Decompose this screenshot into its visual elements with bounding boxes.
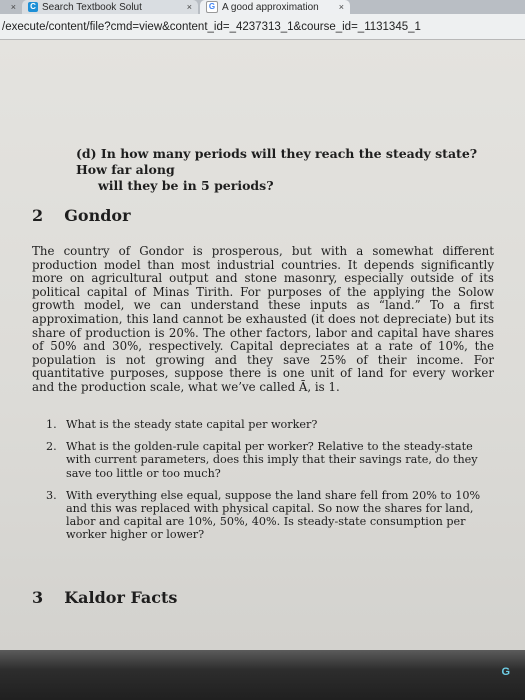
document-viewer[interactable] xyxy=(0,40,525,650)
browser-tab-bar xyxy=(0,0,525,14)
section-title: Gondor xyxy=(64,206,131,225)
google-favicon-icon: G xyxy=(206,1,218,13)
section-2-heading xyxy=(32,206,131,225)
tab-label: A good approximation xyxy=(222,1,319,13)
taskbar xyxy=(0,650,525,700)
tab-close-icon[interactable]: × xyxy=(338,2,344,12)
question-d-line1: (d) In how many periods will they reach the steady state? How far along xyxy=(76,146,478,177)
section-2-paragraph: The country of Gondor is prosperous, but with a somewhat different production model than most industrial countries. It depends significantly more on agricultural output and stone masonry, especially outside of its political capital of Minas Tirith. For purposes of the applying the Solow growth model, we can understand these inputs as “land.” To a first approximation, this land cannot be exhausted (it does not depreciate) but its share of production is 20%. The other factors, labor and capital have shares of 50% and 30%, respectively. Capital depreciates at a rate of 10%, the population is not growing and they save 25% of their income. For quantitative purposes, suppose there is one unit of land for every worker and the production scale, what we’ve called Ā, is 1. xyxy=(32,244,494,394)
question-d-line2: will they be in 5 periods? xyxy=(98,178,274,193)
question-list xyxy=(46,418,496,542)
tray-icon[interactable] xyxy=(501,666,511,678)
list-item xyxy=(46,489,496,542)
tab-close-icon[interactable]: × xyxy=(10,2,16,12)
tab-search-textbook[interactable] xyxy=(22,0,198,14)
tray-label: G xyxy=(501,666,511,678)
section-number: 3 xyxy=(32,588,44,607)
question-number: 3. xyxy=(46,488,57,502)
question-text: What is the golden-rule capital per worker? Relative to the steady-state with current parameters, does this imply that their savings rate, do they save too little or too much? xyxy=(66,440,478,480)
question-number: 2. xyxy=(46,440,57,454)
tab-label: Search Textbook Solut xyxy=(42,1,142,13)
question-number: 1. xyxy=(46,418,57,431)
tab-previous[interactable] xyxy=(0,0,22,14)
section-3-heading xyxy=(32,588,177,607)
section-number: 2 xyxy=(32,206,44,225)
question-text: With everything else equal, suppose the land share fell from 20% to 10% and this was replaced with physical capital. So now the shares for land, labor and capital are 10%, 50%, 40%. Is steady-state consumption per worker higher or lower? xyxy=(66,488,481,542)
list-item xyxy=(46,418,496,431)
question-text: What is the steady state capital per worker? xyxy=(66,418,318,431)
tab-good-approximation[interactable] xyxy=(200,0,350,14)
section-title: Kaldor Facts xyxy=(64,588,178,607)
question-d xyxy=(76,146,496,194)
address-bar[interactable] xyxy=(0,14,525,40)
site-favicon-icon: C xyxy=(28,2,38,12)
list-item xyxy=(46,440,496,480)
tab-close-icon[interactable]: × xyxy=(186,2,192,12)
address-url: /execute/content/file?cmd=view&content_id=_4237313_1&course_id=_1131345_1 xyxy=(2,21,421,33)
